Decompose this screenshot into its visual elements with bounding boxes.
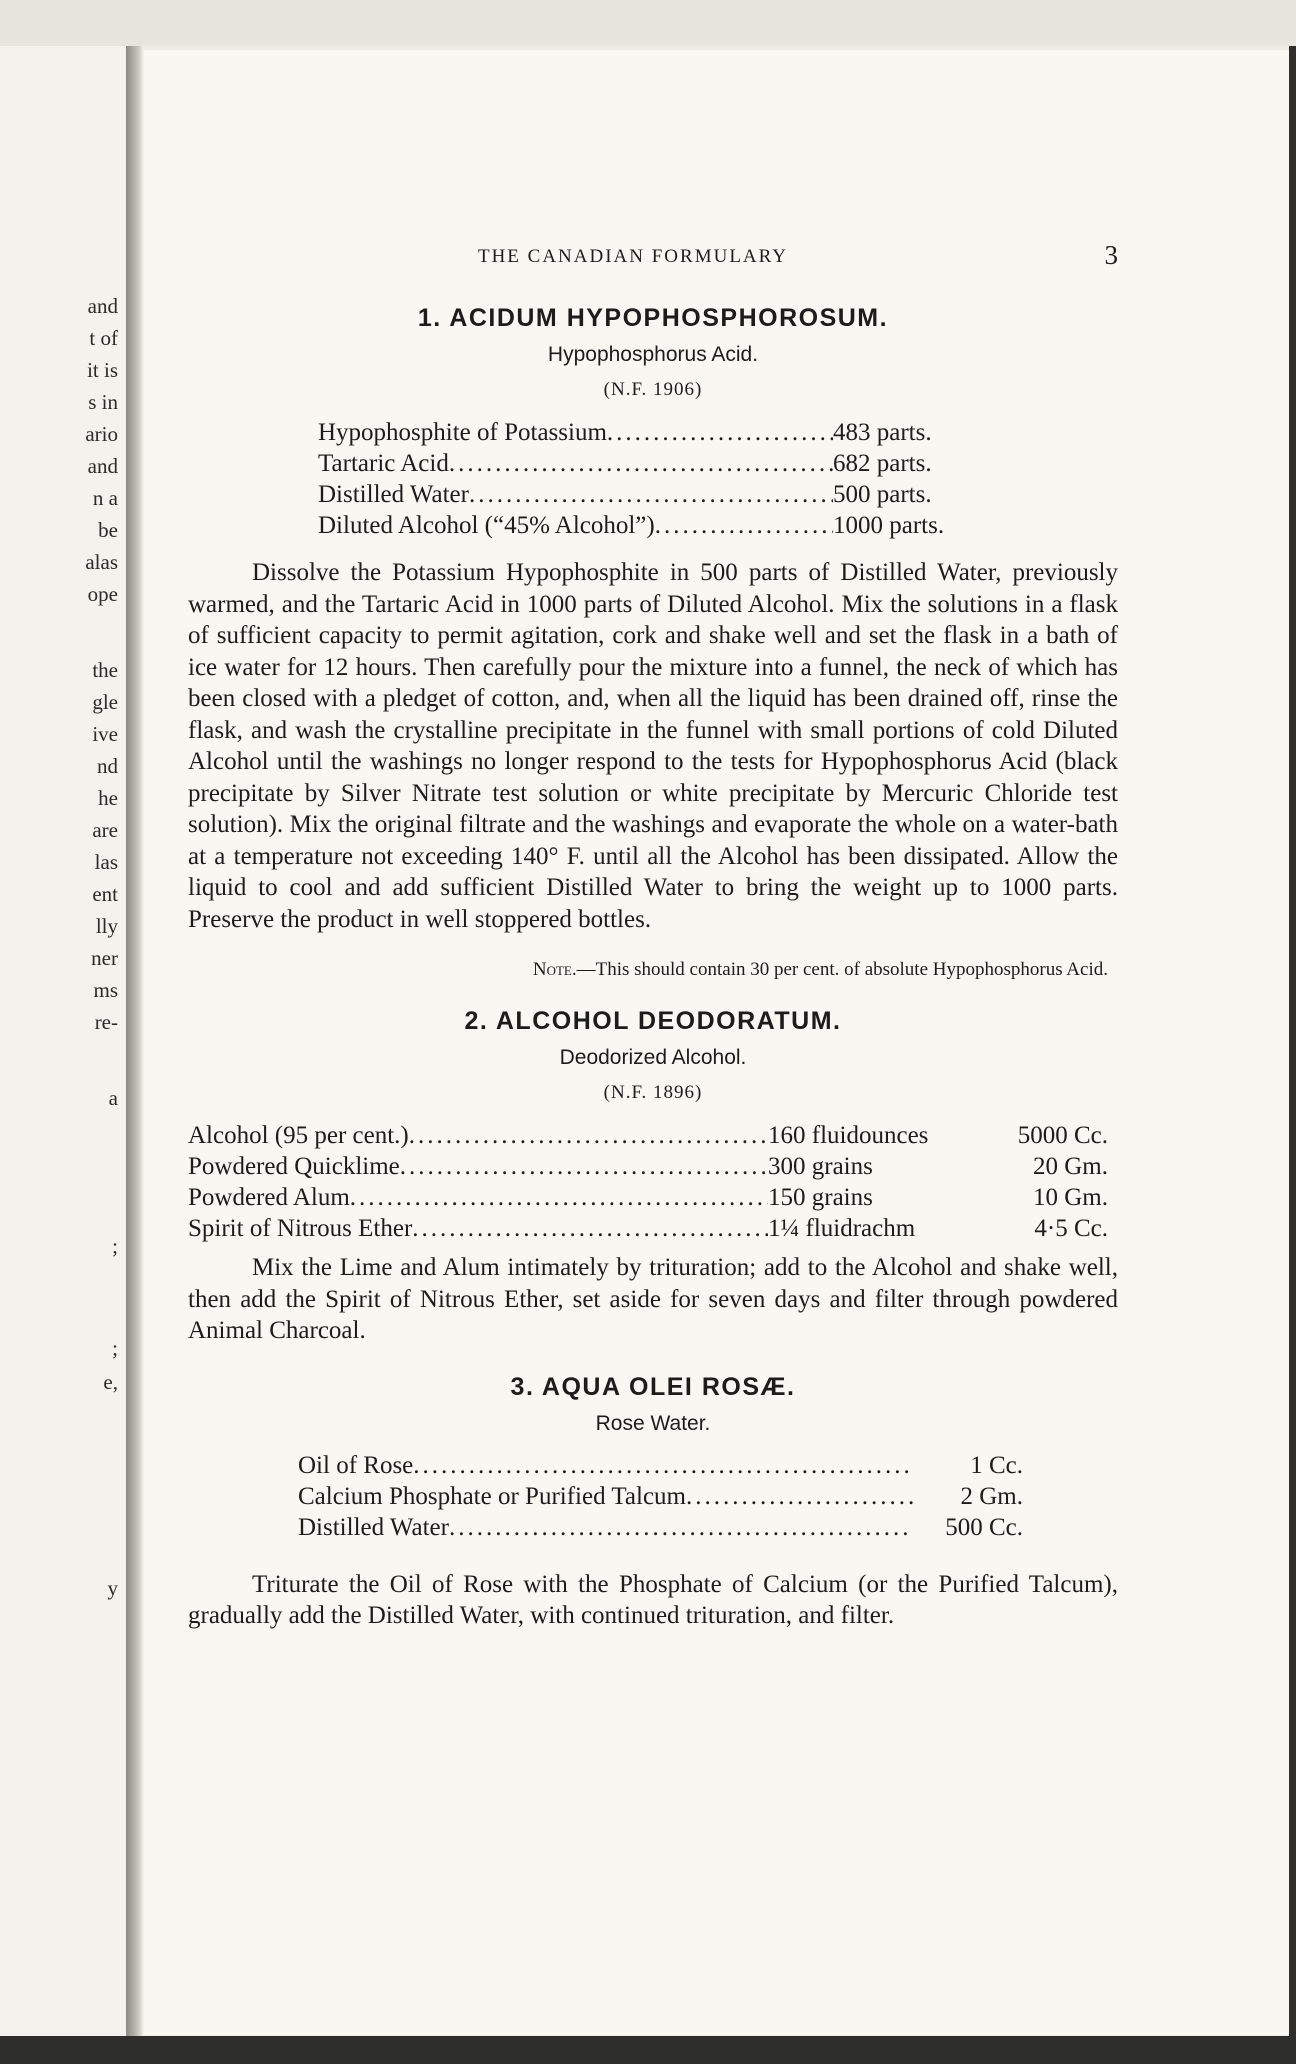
running-title: THE CANADIAN FORMULARY [477,246,788,267]
ingredient-row [298,1512,1023,1543]
ingredient-name: Oil of Rose [298,1451,414,1479]
left-fragment: ope [87,582,118,606]
note-label: Note. [532,959,577,980]
left-fragment: y [107,1576,118,1600]
ingredient-name: Diluted Alcohol (“45% Alcohol”) [318,512,655,539]
monograph-acidum-hypophosphorosum [188,304,1118,981]
left-fragment: gle [92,690,118,714]
ingredient-name: Calcium Phosphate or Purified Talcum [298,1482,687,1510]
left-fragment: nd [97,754,118,778]
running-header [188,240,1118,284]
scan-top-margin [0,0,1296,46]
ingredient-name: Tartaric Acid [318,450,449,477]
ingredient-row [318,510,983,541]
left-fragment: he [98,786,118,810]
left-fragment: alas [85,550,118,574]
left-fragment: and [87,454,118,478]
monograph-source: (N.F. 1896) [603,1082,703,1103]
page-number: 3 [1104,240,1118,270]
leader-dots [449,1512,913,1543]
ingredient-quantity: 2 Gm. [960,1482,1023,1510]
ingredient-quantity: 1000 parts. [833,512,945,539]
scan-bottom-edge [0,2036,1296,2064]
left-fragment: be [98,518,118,542]
ingredient-name: Spirit of Nitrous Ether [188,1215,413,1242]
ingredient-row [188,1213,1108,1244]
ingredient-row [318,448,983,479]
note-text: —This should contain 30 per cent. of absolute Hypophosphorus Acid. [576,959,1108,980]
leader-dots [350,1182,768,1213]
left-fragment: ent [92,882,118,906]
left-fragment: lly [95,914,118,938]
ingredient-name: Distilled Water [318,481,469,508]
ingredient-metric: 5000 Cc. [1017,1122,1108,1149]
leader-dots [607,417,833,448]
ingredient-name: Distilled Water [298,1513,449,1541]
ingredient-row [318,417,983,448]
monograph-subtitle: Rose Water. [595,1411,711,1435]
monograph-title: 2. ALCOHOL DEODORATUM. [464,1007,842,1035]
left-fragment: the [92,658,118,682]
monograph-aqua-olei-rosae [188,1373,1118,1632]
monograph-subtitle: Hypophosphorus Acid. [547,343,759,366]
ingredient-name: Powdered Quicklime [188,1153,400,1180]
monograph-subtitle: Deodorized Alcohol. [559,1046,747,1069]
scan-right-edge [1289,46,1296,2036]
ingredient-name: Powdered Alum [188,1184,350,1211]
ingredient-row [298,1481,1023,1512]
left-fragment: ; [112,1234,118,1258]
ingredient-quantity: 1¼ fluidrachm [768,1215,916,1242]
ingredient-quantity: 150 grains [768,1184,873,1211]
book-gutter [126,46,144,2036]
ingredient-quantity: 500 parts. [833,481,932,508]
ingredient-metric: 10 Gm. [1033,1184,1108,1211]
ingredient-row [188,1182,1108,1213]
ingredient-quantity: 500 Cc. [945,1513,1023,1541]
left-fragment: it is [87,358,118,382]
ingredient-row [188,1151,1108,1182]
leader-dots [412,1213,768,1244]
leader-dots [413,1450,913,1481]
left-fragment: e, [103,1370,118,1394]
leader-dots [400,1151,768,1182]
ingredient-metric: 4·5 Cc. [1034,1215,1108,1242]
left-fragment: ner [91,946,118,970]
left-fragment: ms [93,978,118,1002]
left-fragment: ario [85,422,118,446]
left-fragment: ; [112,1336,118,1360]
monograph-note [188,959,1108,981]
ingredient-name: Alcohol (95 per cent.) [188,1122,409,1149]
leader-dots [686,1481,913,1512]
ingredient-list [298,1450,1023,1543]
ingredient-quantity: 483 parts. [833,419,932,446]
leader-dots [655,510,833,541]
ingredient-list [188,1120,1108,1244]
left-fragment: are [92,818,118,842]
directions-paragraph: Triturate the Oil of Rose with the Phosphate of Calcium (or the Purified Talcum), gradually add the Distilled Water, with continued trituration, and filter. [188,1570,1118,1629]
ingredient-row [318,479,983,510]
monograph-alcohol-deodoratum [188,1007,1118,1347]
ingredient-row [188,1120,1108,1151]
left-fragment: n a [92,486,118,510]
leader-dots [469,479,833,510]
monograph-source: (N.F. 1906) [603,379,703,400]
ingredient-quantity: 682 parts. [833,450,932,477]
directions-paragraph: Dissolve the Potassium Hypophosphite in 500 parts of Distilled Water, previously warmed, and the Tartaric Acid in 1000 parts of Diluted Alcohol. Mix the solutions in a flask of sufficient capacity to permit agitation, cork and shake well and set the flask in a bath of ice water for 12 hours. Then carefully pour the mixture into a funnel, the neck of which has been closed with a pledget of cotton, and, when all the liquid has been drained off, rinse the flask, and wash the crystalline precipitate in the funnel with small portions of cold Diluted Alcohol until the washings no longer respond to the tests for Hypophosphorus Acid (black precipitate by Silver Nitrate test solution or white precipitate by Mercuric Chloride test solution). Mix the original filtrate and the washings and evaporate the whole on a water-bath at a temperature not exceeding 140° F. until all the Alcohol has been dissipated. Allow the liquid to cool and add sufficient Distilled Water to bring the weight up to 1000 parts. Preserve the product in well stoppered bottles. [188,559,1118,933]
leader-dots [449,448,833,479]
page-content [188,240,1118,1632]
left-fragment: ive [92,722,118,746]
ingredient-metric: 20 Gm. [1033,1153,1108,1180]
ingredient-name: Hypophosphite of Potassium [318,419,607,446]
leader-dots [409,1120,768,1151]
left-page-edge [0,46,129,2036]
left-fragment: a [108,1086,118,1110]
ingredient-row [298,1450,1023,1481]
left-fragment: and [87,294,118,318]
ingredient-quantity: 1 Cc. [970,1451,1023,1479]
monograph-title: 1. ACIDUM HYPOPHOSPHOROSUM. [417,304,889,332]
left-fragment: s in [88,390,118,414]
ingredient-quantity: 160 fluidounces [768,1122,929,1149]
left-fragment: las [94,850,118,874]
monograph-title: 3. AQUA OLEI ROSÆ. [510,1372,796,1401]
left-fragment: t of [89,326,118,350]
ingredient-list [318,417,983,541]
directions-paragraph: Mix the Lime and Alum intimately by trituration; add to the Alcohol and shake well, then add the Spirit of Nitrous Ether, set aside for seven days and filter through powdered Animal Charcoal. [188,1254,1118,1344]
ingredient-quantity: 300 grains [768,1153,873,1180]
left-fragment: re- [94,1010,118,1034]
